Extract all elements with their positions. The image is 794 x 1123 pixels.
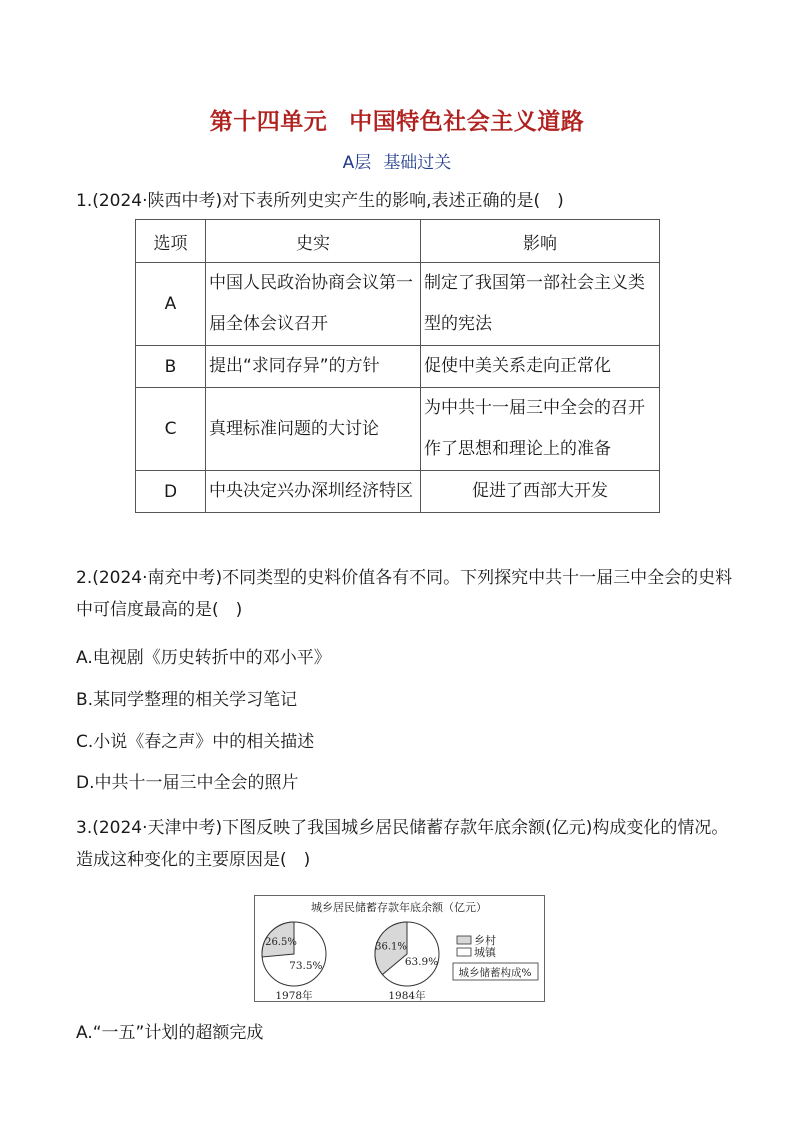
pie-label-urban: 73.5% — [289, 959, 323, 972]
legend-caption: 城乡储蓄构成% — [458, 967, 532, 979]
pie-label-urban: 63.9% — [404, 955, 439, 968]
question-2-option-b: B.某同学整理的相关学习笔记 — [76, 690, 298, 710]
savings-pie-chart — [254, 895, 545, 1002]
pie-label-rural: 36.1% — [375, 941, 407, 953]
legend-swatch-rural — [457, 936, 471, 944]
legend-label-rural: 乡村 — [474, 934, 496, 947]
table-header-impact: 影响 — [421, 220, 660, 263]
level-name: 基础过关 — [383, 153, 452, 173]
legend-label-urban: 城镇 — [474, 946, 496, 959]
table-cell-impact: 促使中美关系走向正常化 — [421, 346, 660, 388]
question-1-stem: 1.(2024·陕西中考)对下表所列史实产生的影响,表述正确的是( ) — [76, 191, 564, 211]
table-header-fact: 史实 — [206, 220, 421, 263]
legend-swatch-urban — [457, 948, 471, 956]
level-label: A层 — [342, 153, 372, 173]
table-cell-fact: 提出“求同存异”的方针 — [206, 346, 421, 388]
unit-number: 第十四单元 — [209, 109, 328, 135]
question-2-option-c: C.小说《春之声》中的相关描述 — [76, 732, 315, 752]
table-row — [136, 346, 660, 388]
question-2-option-d: D.中共十一届三中全会的照片 — [76, 773, 299, 793]
question-1-table — [135, 219, 660, 513]
pie-chart-svg — [255, 896, 544, 1001]
table-header-option: 选项 — [136, 220, 206, 263]
table-row — [136, 471, 660, 513]
level-subtitle — [0, 148, 794, 173]
table-cell-impact: 为中共十一届三中全会的召开作了思想和理论上的准备 — [421, 388, 660, 471]
chart-title: 城乡居民储蓄存款年底余额（亿元） — [311, 901, 487, 914]
table-cell-option: D — [136, 471, 206, 513]
table-header-row — [136, 220, 660, 263]
table-cell-fact: 中央决定兴办深圳经济特区 — [206, 471, 421, 513]
pie-year-label: 1978年 — [275, 990, 313, 1001]
table-cell-fact: 真理标准问题的大讨论 — [206, 388, 421, 471]
pie-label-rural: 26.5% — [265, 937, 297, 949]
unit-title — [0, 103, 794, 136]
question-2-option-a: A.电视剧《历史转折中的邓小平》 — [76, 648, 331, 668]
question-3-stem: 3.(2024·天津中考)下图反映了我国城乡居民储蓄存款年底余额(亿元)构成变化的情况。造成这种变化的主要原因是( ) — [76, 818, 729, 870]
pie-year-label: 1984年 — [388, 990, 426, 1001]
question-2-stem: 2.(2024·南充中考)不同类型的史料价值各有不同。下列探究中共十一届三中全会的史料中可信度最高的是( ) — [76, 568, 733, 620]
table-row — [136, 263, 660, 346]
table-cell-impact: 促进了西部大开发 — [421, 471, 660, 513]
question-3-option-a: A.“一五”计划的超额完成 — [76, 1023, 264, 1043]
table-cell-option: C — [136, 388, 206, 471]
table-cell-option: A — [136, 263, 206, 346]
table-row — [136, 388, 660, 471]
unit-name: 中国特色社会主义道路 — [349, 109, 585, 135]
table-cell-impact: 制定了我国第一部社会主义类型的宪法 — [421, 263, 660, 346]
table-cell-option: B — [136, 346, 206, 388]
table-cell-fact: 中国人民政治协商会议第一届全体会议召开 — [206, 263, 421, 346]
pie-layer — [262, 922, 439, 1001]
